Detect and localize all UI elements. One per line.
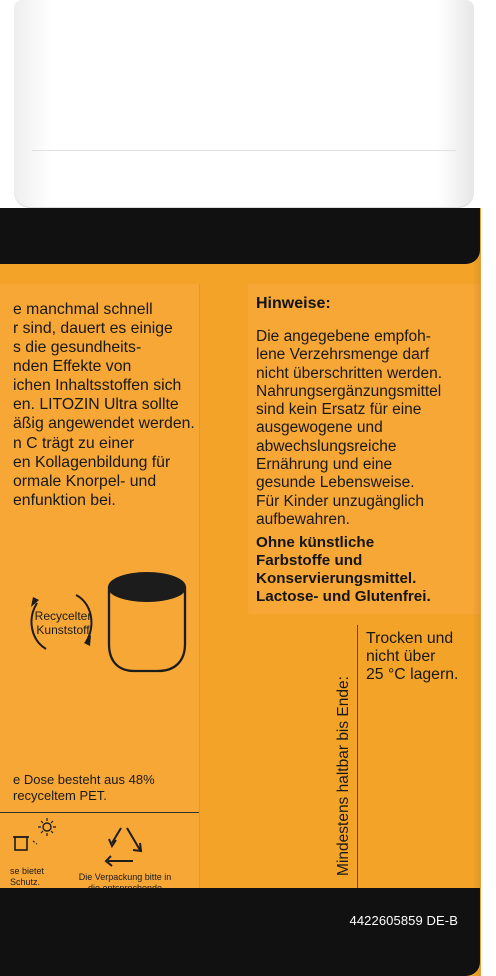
bottom-black-band — [0, 888, 480, 976]
recycle-icon — [24, 585, 98, 659]
bold-ingredient-note: Ohne künstliche Farbstoffe und Konservierungsmittel. Lactose- und Glutenfrei. — [256, 534, 431, 605]
storage-divider — [357, 625, 358, 893]
hinweise-panel — [248, 284, 480, 614]
storage-instruction: Trocken und nicht über 25 °C lagern. — [366, 630, 459, 683]
left-paragraph-1: e manchmal schnell r sind, dauert es einige s die gesundheits- nden Effekte von ichen Inhaltsstoffen sich en. LITOZIN Ultra sollte äßig angewendet werden. — [13, 301, 195, 432]
hinweise-body: Die angegebene empfoh- lene Verzehrsmenge darf nicht überschritten werden. Nahrungsergänzungsmittel sind kein Ersatz für eine ausgewogene und abwechslungsreiche Ernährung und eine gesunde Lebensweise. Für Kinder unzugänglich aufbewahren. — [256, 328, 443, 528]
top-black-band — [0, 208, 480, 264]
best-before-text: Mindestens haltbar bis Ende: — [335, 676, 352, 876]
recycle-label: Recycelter Kunststoff — [34, 609, 92, 637]
recycling-triangle-icon — [94, 823, 154, 873]
orange-bottle-label — [0, 208, 481, 976]
label-edge-shadow — [472, 208, 480, 976]
barcode-text: 4422605859 DE-B — [349, 913, 458, 928]
icon-divider — [0, 812, 199, 813]
best-before-label — [330, 666, 352, 896]
container-protection-note: se bietet Schutz. — [10, 866, 45, 887]
disposal-icons — [0, 812, 199, 894]
recycled-plastic-graphic — [0, 571, 199, 776]
white-bottle-cap — [14, 0, 474, 208]
trash-can-icon — [8, 816, 64, 860]
dose-recycling-text: e Dose besteht aus 48% recyceltem PET. — [13, 772, 155, 803]
container-icon — [96, 553, 216, 693]
hinweise-title: Hinweise: — [256, 295, 331, 312]
left-info-panel — [0, 284, 200, 894]
disposal-instruction-note: Die Verpackung bitte in — [78, 872, 172, 882]
left-paragraph-2: n C trägt zu einer en Kollagenbildung für ormale Knorpel- und enfunktion bei. — [13, 435, 171, 509]
cap-ridge — [32, 150, 456, 151]
